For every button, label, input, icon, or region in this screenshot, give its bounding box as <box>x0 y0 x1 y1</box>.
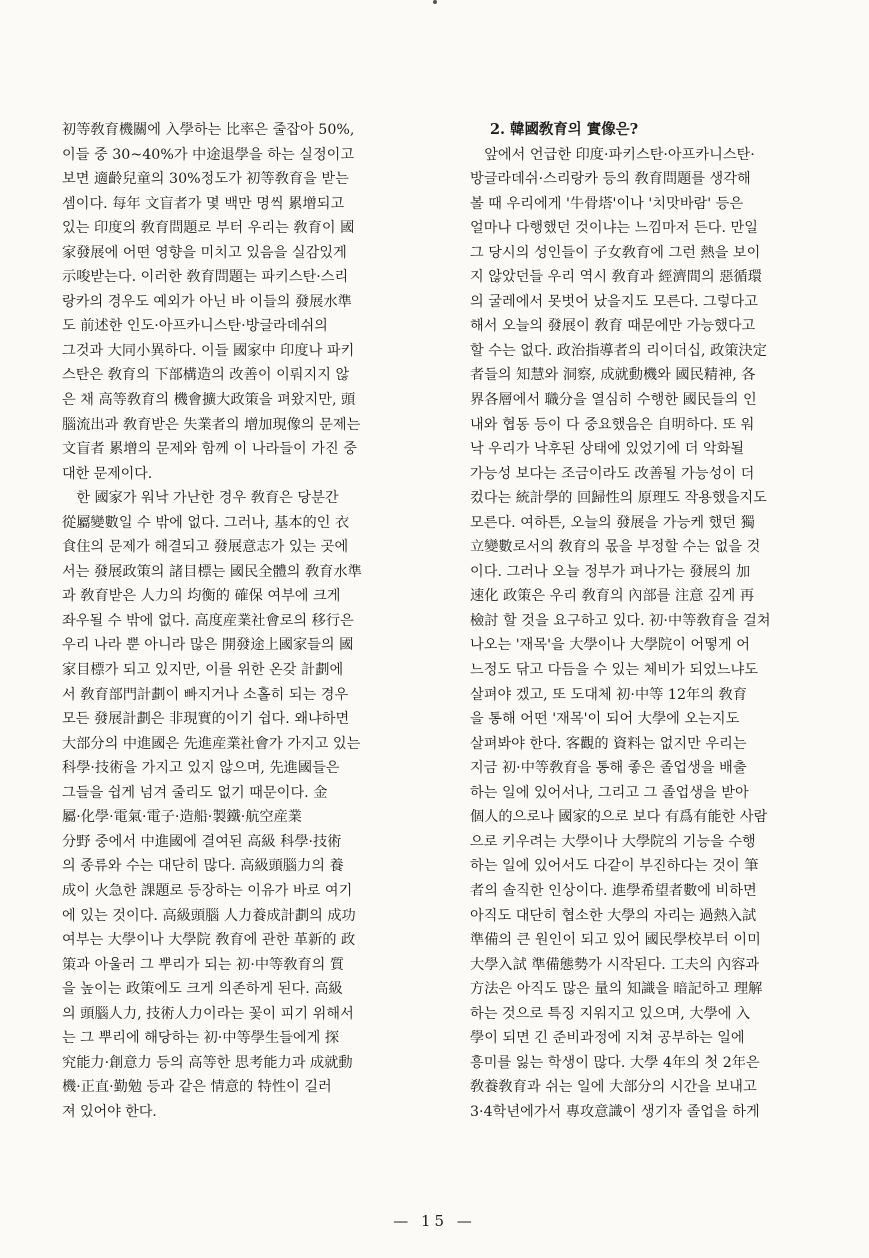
text-line: 에 있는 것이다. 高級頭腦 人力養成計劃의 成功 <box>62 907 356 924</box>
text-line: 지 않았던들 우리 역시 敎育과 經濟間의 惡循環 <box>470 269 762 286</box>
text-line: 腦流出과 敎育받은 失業者의 增加現像의 문제는 <box>62 416 361 433</box>
text-line: 내와 협동 등이 다 중요했음은 自明하다. 또 워 <box>470 416 755 433</box>
text-line: 究能力·創意力 등의 高等한 思考能力과 成就動 <box>62 1054 353 1071</box>
right-column <box>470 118 838 1124</box>
text-line: 速化 政策은 우리 敎育의 內部를 注意 깊게 再 <box>470 588 755 605</box>
text-line: 을 통해 어떤 '재목'이 되어 大學에 오는지도 <box>470 711 740 728</box>
text-line: 져 있어야 한다. <box>62 1103 157 1120</box>
text-line: 그들을 쉽게 넘겨 줄리도 없기 때문이다. 金 <box>62 784 328 801</box>
text-line: 좌우될 수 밖에 없다. 高度産業社會로의 移行은 <box>62 612 354 629</box>
text-line: 랑카의 경우도 예외가 아닌 바 이들의 發展水準 <box>62 293 352 310</box>
text-line: 家發展에 어떤 영향을 미치고 있음을 실감있게 <box>62 244 347 261</box>
text-line: 지금 初·中等敎育을 통해 좋은 졸업생을 배출 <box>470 760 747 777</box>
text-line: 모른다. 여하튼, 오늘의 發展을 가능케 했던 獨 <box>470 514 755 531</box>
text-line: 屬·化學·電氣·電子·造船·製鐵·航空産業 <box>62 809 302 826</box>
text-line: 흥미를 잃는 학생이 많다. 大學 4年의 첫 2年은 <box>470 1054 760 1071</box>
text-line: 大學入試 準備態勢가 시작된다. 工夫의 內容과 <box>470 956 760 973</box>
text-line: 方法은 아직도 많은 量의 知識을 暗記하고 理解 <box>470 981 763 998</box>
text-line: 하는 일에 있어서도 다같이 부진하다는 것이 筆 <box>470 858 759 875</box>
text-line: 그 당시의 성인들이 子女敎育에 그런 熱을 보이 <box>470 244 761 261</box>
text-line: 으로 키우려는 大學이나 大學院의 기능을 수행 <box>470 833 756 850</box>
text-line: 느정도 닦고 다듬을 수 있는 체비가 되었느냐도 <box>470 662 758 679</box>
text-line: 個人的으로나 國家的으로 보다 有爲有能한 사람 <box>470 809 768 826</box>
text-line: 科學·技術을 가지고 있지 않으며, 先進國들은 <box>62 760 340 777</box>
text-line: 을 높이는 政策에도 크게 의존하게 된다. 高級 <box>62 981 343 998</box>
text-line: 있는 印度의 敎育問題로 부터 우리는 敎育이 國 <box>62 220 355 237</box>
text-line: 셈이다. 每年 文盲者가 몇 백만 명씩 累增되고 <box>62 195 345 212</box>
text-line: 從屬變數일 수 밖에 없다. 그러나, 基本的인 衣 <box>62 514 350 531</box>
text-line: 보면 適齡兒童의 30%정도가 初等敎育을 받는 <box>62 171 349 188</box>
text-line: 살펴봐야 한다. 客觀的 資料는 없지만 우리는 <box>470 735 747 752</box>
text-line: 者들의 知慧와 洞察, 成就動機와 國民精神, 各 <box>470 367 756 384</box>
text-line: 大部分의 中進國은 先進産業社會가 가지고 있는 <box>62 735 361 752</box>
text-line: 그것과 大同小異하다. 이들 國家中 印度나 파키 <box>62 342 355 359</box>
text-line: 學이 되면 긴 준비과정에 지쳐 공부하는 일에 <box>470 1030 745 1047</box>
text-line: 界各層에서 職分을 열심히 수행한 國民들의 인 <box>470 392 757 409</box>
text-line: 家目標가 되고 있지만, 이를 위한 온갖 計劃에 <box>62 662 344 679</box>
text-line: 한 國家가 워낙 가난한 경우 敎育은 당분간 <box>62 490 339 507</box>
text-line: 나오는 '재목'을 大學이나 大學院이 어떻게 어 <box>470 637 750 654</box>
text-line: 3·4학년에가서 專攻意識이 생기자 졸업을 하게 <box>470 1103 760 1120</box>
text-line: 스탄은 敎育의 下部構造의 改善이 이뤄지지 않 <box>62 367 350 384</box>
text-line: 示唆받는다. 이러한 敎育問題는 파키스탄·스리 <box>62 269 349 286</box>
text-line: 이들 중 30~40%가 中途退學을 하는 실정이고 <box>62 146 355 163</box>
text-line: 成이 火急한 課題로 등장하는 이유가 바로 여기 <box>62 882 353 899</box>
text-line: 의 굴레에서 못벗어 났을지도 모른다. 그렇다고 <box>470 293 758 310</box>
text-line: 者의 솔직한 인상이다. 進學希望者數에 비하면 <box>470 882 757 899</box>
text-line: 는 그 뿌리에 해당하는 初·中等學生들에게 探 <box>62 1030 340 1047</box>
text-line: 分野 중에서 中進國에 결여된 高級 科學·技術 <box>62 833 342 850</box>
text-line: 할 수는 없다. 政治指導者의 리이더십, 政策決定 <box>470 342 767 359</box>
text-line: 얼마나 다행했던 것이냐는 느낌마저 든다. 만일 <box>470 220 758 237</box>
text-line: 볼 때 우리에게 '牛骨塔'이나 '치맛바람' 등은 <box>470 195 744 212</box>
text-line: 은 채 高等敎育의 機會擴大政策을 펴왔지만, 頭 <box>62 392 356 409</box>
scan-mark <box>433 0 437 4</box>
text-line: 과 敎育받은 人力의 均衡的 確保 여부에 크게 <box>62 588 341 605</box>
text-line: 策과 아울러 그 뿌리가 되는 初·中等敎育의 質 <box>62 956 345 973</box>
text-line: 서는 發展政策의 諸目標는 國民全體의 敎育水準 <box>62 563 362 580</box>
text-line: 의 종류와 수는 대단히 많다. 高級頭腦力의 養 <box>62 858 344 875</box>
section-heading: 2. 韓國敎育의 實像은? <box>490 121 639 138</box>
text-line: 컸다는 統計學的 回歸性의 原理도 작용했을지도 <box>470 490 767 507</box>
text-line: 서 敎育部門計劃이 빠지거나 소홀히 되는 경우 <box>62 686 349 703</box>
text-line: 가능성 보다는 조금이라도 改善될 가능성이 더 <box>470 465 755 482</box>
text-line: 아직도 대단히 협소한 大學의 자리는 過熱入試 <box>470 907 757 924</box>
text-line: 文盲者 累增의 문제와 함께 이 나라들이 가진 중 <box>62 441 357 458</box>
text-line: 機·正直·勤勉 등과 같은 情意的 特性이 길러 <box>62 1079 332 1096</box>
text-line: 食住의 문제가 해결되고 發展意志가 있는 곳에 <box>62 539 349 556</box>
page-number: — 15 — <box>393 1212 476 1230</box>
text-line: 대한 문제이다. <box>62 465 153 482</box>
text-line: 살펴야 겠고, 또 도대체 初·中等 12年의 敎育 <box>470 686 747 703</box>
text-line: 여부는 大學이나 大學院 敎育에 관한 革新的 政 <box>62 932 356 949</box>
text-line: 이다. 그러나 오늘 정부가 펴나가는 發展의 加 <box>470 563 751 580</box>
text-line: 모든 發展計劃은 非現實的이기 쉽다. 왜냐하면 <box>62 711 350 728</box>
text-line: 의 頭腦人力, 技術人力이라는 꽃이 피기 위해서 <box>62 1005 354 1022</box>
text-line: 우리 나라 뿐 아니라 많은 開發途上國家들의 國 <box>62 637 354 654</box>
text-line: 하는 일에 있어서나, 그리고 그 졸업생을 받아 <box>470 784 749 801</box>
text-line: 방글라데쉬·스리랑카 등의 敎育問題를 생각해 <box>470 171 751 188</box>
left-column <box>62 118 430 1124</box>
text-line: 初等敎育機關에 入學하는 比率은 줄잡아 50%, <box>62 122 355 138</box>
text-line: 檢討 할 것을 요구하고 있다. 初·中等敎育을 걸쳐 <box>470 612 771 629</box>
text-line: 낙 우리가 낙후된 상태에 있었기에 더 악화될 <box>470 441 745 458</box>
text-line: 하는 것으로 특징 지워지고 있으며, 大學에 入 <box>470 1005 751 1022</box>
text-line: 해서 오늘의 發展이 敎育 때문에만 가능했다고 <box>470 318 756 335</box>
text-line: 立變數로서의 敎育의 몫을 부정할 수는 없을 것 <box>470 539 761 556</box>
text-line: 敎養敎育과 쉬는 일에 大部分의 시간을 보내고 <box>470 1079 757 1096</box>
text-line: 도 前述한 인도·아프카니스탄·방글라데쉬의 <box>62 318 328 335</box>
text-line: 앞에서 언급한 印度·파키스탄·아프카니스탄· <box>470 146 755 163</box>
text-line: 準備의 큰 원인이 되고 있어 國民學校부터 이미 <box>470 932 761 949</box>
